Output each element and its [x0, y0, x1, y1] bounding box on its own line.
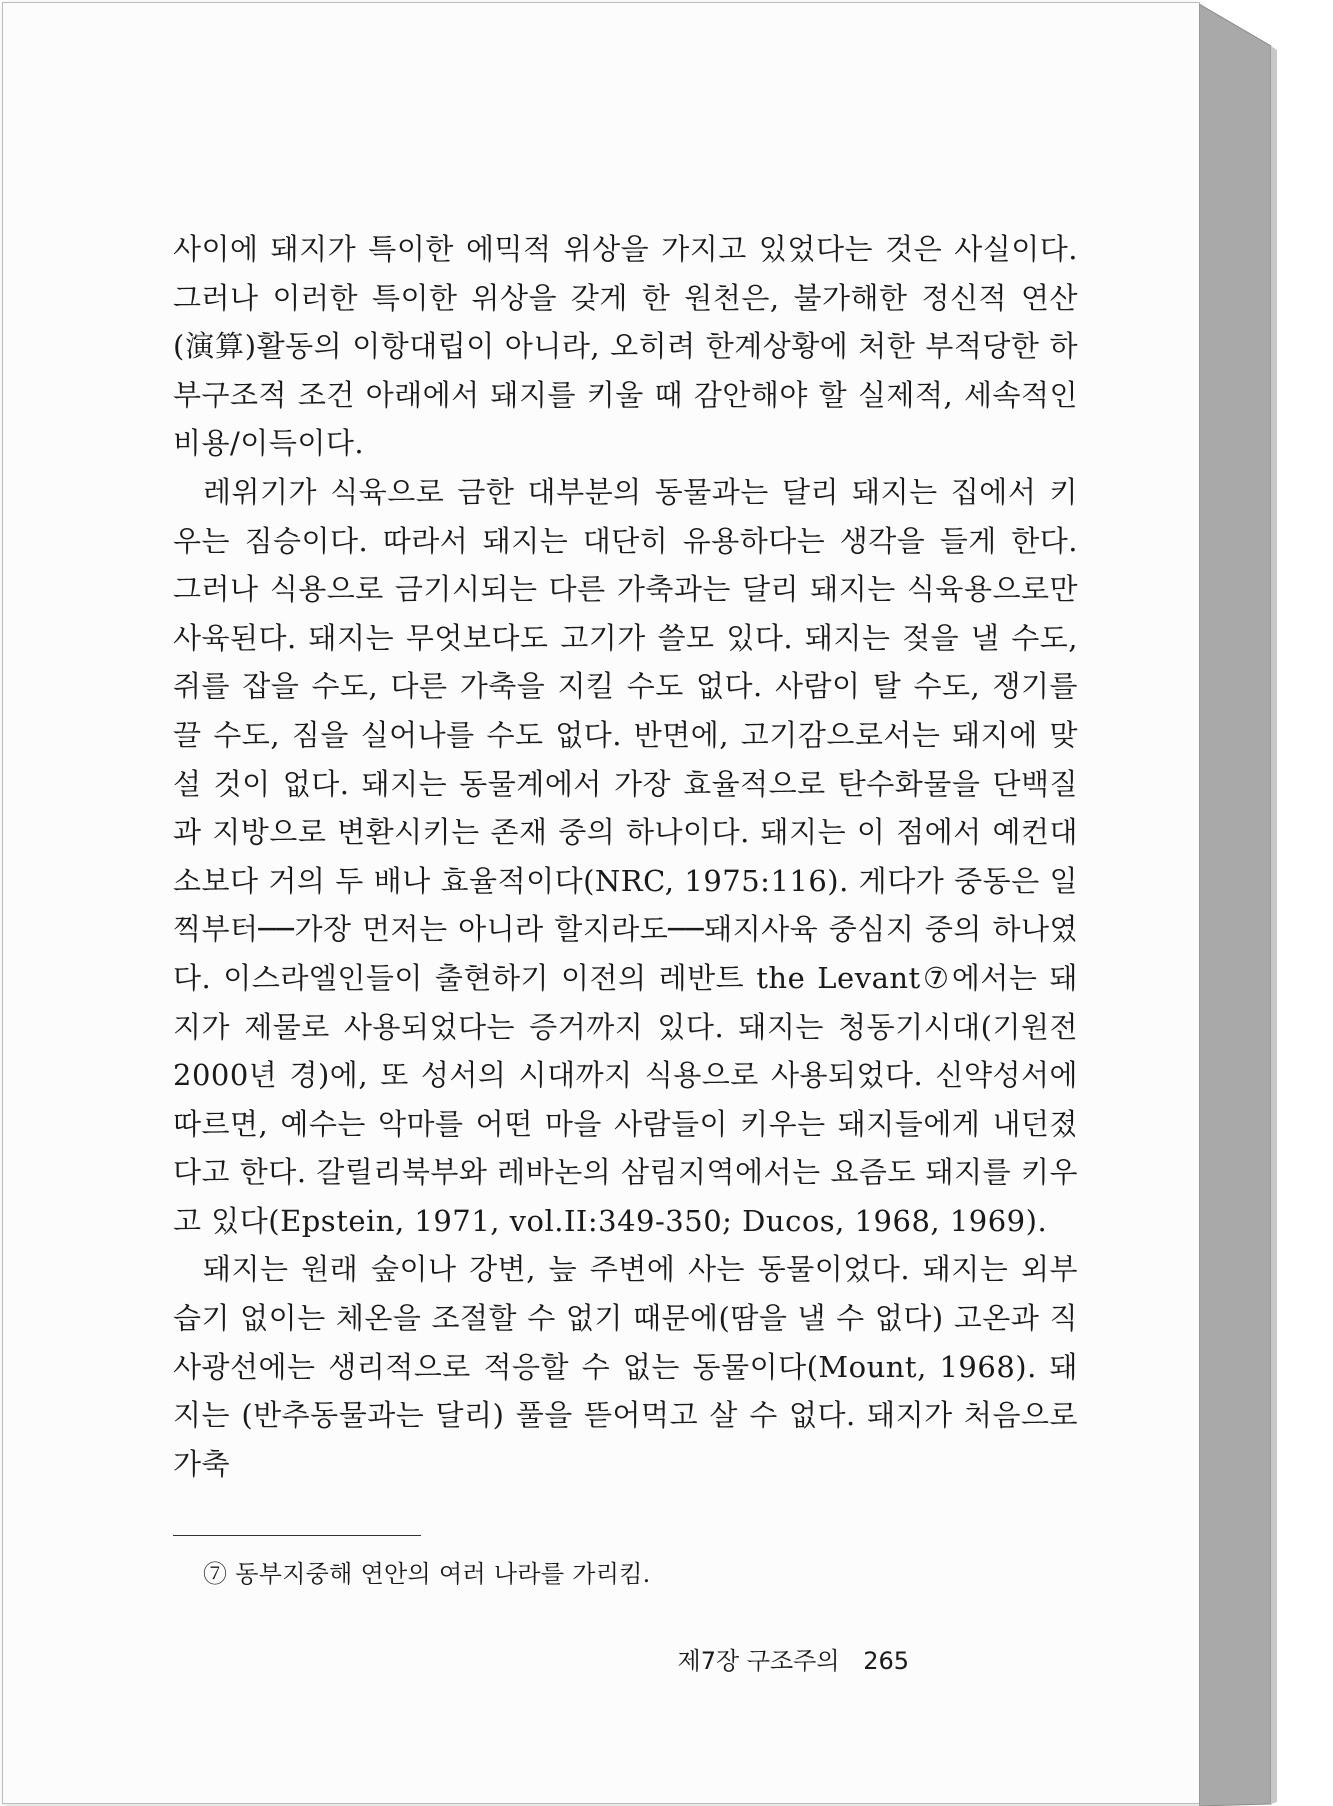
running-footer — [678, 1643, 909, 1679]
footnote-divider — [173, 1535, 421, 1536]
chapter-title: 제7장 구조주의 — [677, 1647, 840, 1675]
page-number: 265 — [863, 1647, 909, 1675]
paragraph-1: 사이에 돼지가 특이한 에믹적 위상을 가지고 있었다는 것은 사실이다. 그러나 이러한 특이한 위상을 갖게 한 원천은, 불가해한 정신적 연산(演算)활동의 이항대립이 아니라, 오히려 한계상황에 처한 부적당한 하부구조적 조건 아래에서 돼지를 키울 때 감안해야 할 실제적, 세속적인 비용/이득이다. — [173, 232, 1078, 461]
book-edge-shape — [1199, 4, 1329, 1806]
paragraph-2: 레위기가 식육으로 금한 대부분의 동물과는 달리 돼지는 집에서 키우는 짐승이다. 따라서 돼지는 대단히 유용하다는 생각을 들게 한다. 그러나 식용으로 금기시되는 다른 가축과는 달리 돼지는 식육용으로만 사육된다. 돼지는 무엇보다도 고기가 쓸모 있다. 돼지는 젖을 낼 수도, 쥐를 잡을 수도, 다른 가축을 지킬 수도 없다. 사람이 탈 수도, 쟁기를 끌 수도, 짐을 실어나를 수도 없다. 반면에, 고기감으로서는 돼지에 맞설 것이 없다. 돼지는 동물계에서 가장 효율적으로 탄수화물을 단백질과 지방으로 변환시키는 존재 중의 하나이다. 돼지는 이 점에서 예컨대 소보다 거의 두 배나 효율적이다(NRC, 1975:116). 게다가 중동은 일찍부터──가장 먼저는 아니라 할지라도──돼지사육 중심지 중의 하나였다. 이스라엘인들이 출현하기 이전의 레반트 the Levant⑦에서는 돼지가 제물로 사용되었다는 증거까지 있다. 돼지는 청동기시대(기원전 2000년 경)에, 또 성서의 시대까지 식용으로 사용되었다. 신약성서에 따르면, 예수는 악마를 어떤 마을 사람들이 키우는 돼지들에게 내던졌다고 한다. 갈릴리북부와 레바논의 삼림지역에서는 요즘도 돼지를 키우고 있다(Epstein, 1971, vol.II:349-350; Ducos, 1968, 1969). — [173, 474, 1078, 1238]
paragraph-3: 돼지는 원래 숲이나 강변, 늪 주변에 사는 동물이었다. 돼지는 외부 습기 없이는 체온을 조절할 수 없기 때문에(땀을 낼 수 없다) 고온과 직사광선에는 생리적으로 적응할 수 없는 동물이다(Mount, 1968). 돼지는 (반추동물과는 달리) 풀을 뜯어먹고 살 수 없다. 돼지가 처음으로 가축 — [173, 1252, 1078, 1481]
book-page — [2, 2, 1200, 1804]
body-text — [173, 225, 1078, 1488]
footnote: ⑦ 동부지중해 연안의 여러 나라를 가리킴. — [203, 1560, 651, 1588]
